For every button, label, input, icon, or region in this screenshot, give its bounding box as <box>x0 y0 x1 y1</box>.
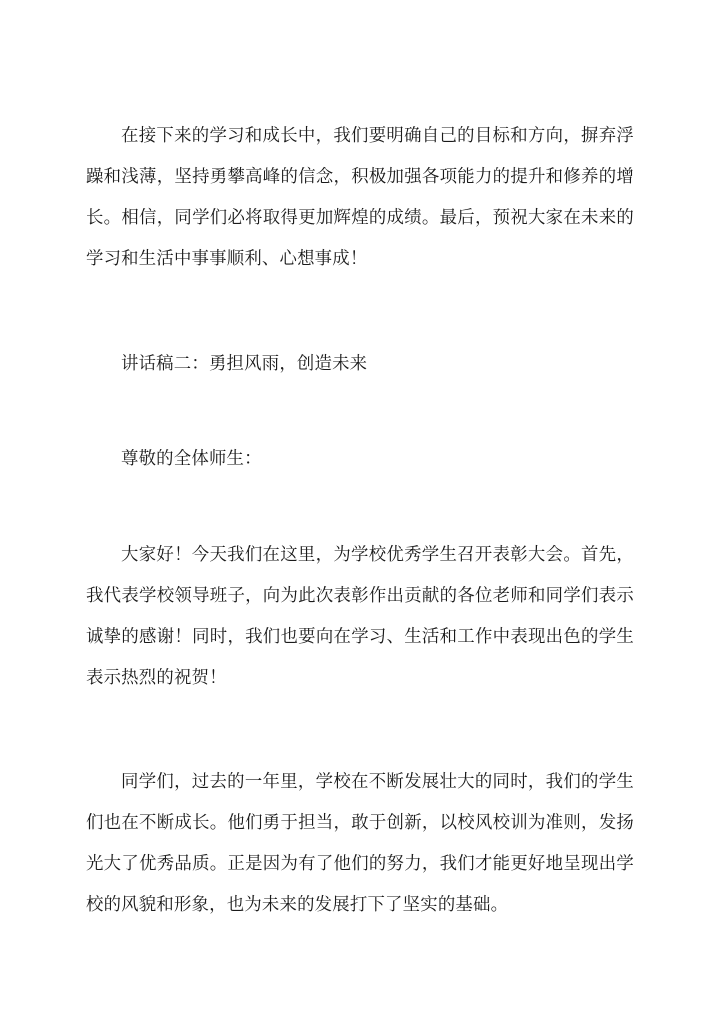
paragraph-closing-remarks: 在接下来的学习和成长中，我们要明确自己的目标和方向，摒弃浮躁和浅薄，坚持勇攀高峰的信念，积极加强各项能力的提升和修养的增长。相信，同学们必将取得更加辉煌的成绩。最后，预祝大家在未来的学习和生活中事事顺利、心想事成！ <box>86 126 634 269</box>
salutation: 尊敬的全体师生： <box>121 449 262 469</box>
paragraph-students-growth: 同学们，过去的一年里，学校在不断发展壮大的同时，我们的学生们也在不断成长。他们勇于担当，敢于创新，以校风校训为准则，发扬光大了优秀品质。正是因为有了他们的努力，我们才能更好地呈现出学校的风貌和形象，也为未来的发展打下了坚实的基础。 <box>86 772 634 915</box>
speech-two-title: 讲话稿二：勇担风雨，创造未来 <box>121 354 368 374</box>
paragraph-greeting: 大家好！今天我们在这里，为学校优秀学生召开表彰大会。首先，我代表学校领导班子，向为此次表彰作出贡献的各位老师和同学们表示诚挚的感谢！同时，我们也要向在学习、生活和工作中表现出色的学生表示热烈的祝贺！ <box>86 545 634 688</box>
